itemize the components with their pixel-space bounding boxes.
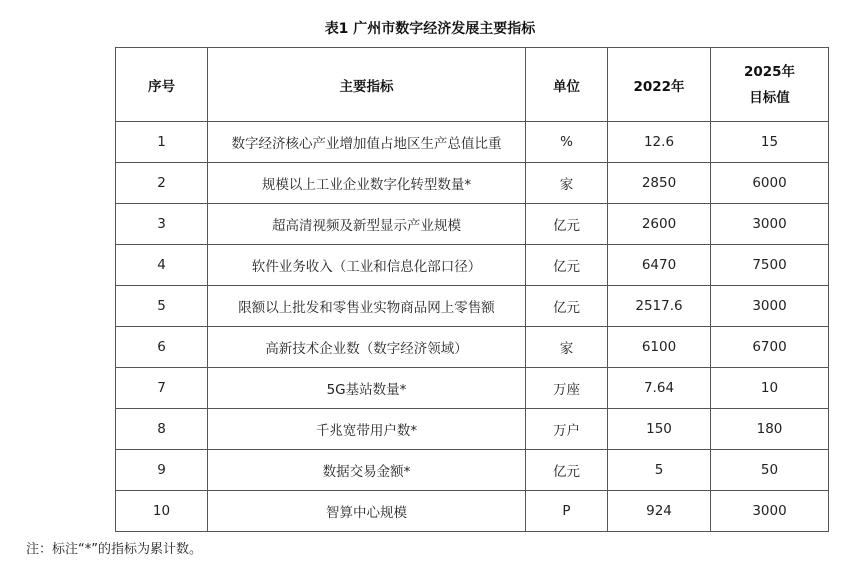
- header-2025-line1: 2025年: [743, 63, 796, 80]
- cell-2022: 924: [608, 491, 711, 532]
- cell-indicator: 超高清视频及新型显示产业规模: [208, 204, 526, 245]
- table-row: [116, 450, 829, 491]
- cell-unit: 万座: [526, 368, 608, 409]
- table-row: [116, 163, 829, 204]
- cell-2025: 3000: [711, 286, 829, 327]
- cell-seq: 4: [116, 245, 208, 286]
- cell-2022: 2600: [608, 204, 711, 245]
- table-row: [116, 204, 829, 245]
- table-row: [116, 368, 829, 409]
- table-row: [116, 491, 829, 532]
- cell-2025: 6700: [711, 327, 829, 368]
- header-seq: 序号: [116, 48, 208, 122]
- cell-2025: 7500: [711, 245, 829, 286]
- cell-indicator: 5G基站数量*: [208, 368, 526, 409]
- indicators-table: [115, 47, 829, 532]
- cell-seq: 7: [116, 368, 208, 409]
- cell-unit: P: [526, 491, 608, 532]
- cell-seq: 8: [116, 409, 208, 450]
- cell-indicator: 限额以上批发和零售业实物商品网上零售额: [208, 286, 526, 327]
- cell-2022: 6470: [608, 245, 711, 286]
- cell-2025: 50: [711, 450, 829, 491]
- cell-indicator: 数字经济核心产业增加值占地区生产总值比重: [208, 122, 526, 163]
- table-title: 表1 广州市数字经济发展主要指标: [324, 21, 536, 37]
- cell-indicator: 高新技术企业数（数字经济领域）: [208, 327, 526, 368]
- table-row: [116, 122, 829, 163]
- cell-unit: 家: [526, 163, 608, 204]
- cell-indicator: 规模以上工业企业数字化转型数量*: [208, 163, 526, 204]
- cell-2025: 10: [711, 368, 829, 409]
- cell-2022: 2850: [608, 163, 711, 204]
- cell-unit: 万户: [526, 409, 608, 450]
- cell-2025: 15: [711, 122, 829, 163]
- header-indicator: 主要指标: [208, 48, 526, 122]
- cell-seq: 6: [116, 327, 208, 368]
- cell-2022: 5: [608, 450, 711, 491]
- header-unit: 单位: [526, 48, 608, 122]
- cell-indicator: 千兆宽带用户数*: [208, 409, 526, 450]
- cell-seq: 9: [116, 450, 208, 491]
- header-2025-line2: 目标值: [749, 89, 790, 106]
- cell-2025: 180: [711, 409, 829, 450]
- cell-seq: 3: [116, 204, 208, 245]
- cell-2025: 3000: [711, 491, 829, 532]
- cell-unit: 家: [526, 327, 608, 368]
- table-row: [116, 409, 829, 450]
- cell-2025: 6000: [711, 163, 829, 204]
- cell-unit: 亿元: [526, 245, 608, 286]
- cell-seq: 5: [116, 286, 208, 327]
- cell-2022: 150: [608, 409, 711, 450]
- table-row: [116, 245, 829, 286]
- table-header-row: [116, 48, 829, 122]
- footnote: 注：标注“*”的指标为累计数。: [26, 542, 202, 557]
- header-2022: 2022年: [608, 48, 711, 122]
- header-2025-target: [711, 48, 829, 122]
- cell-unit: %: [526, 122, 608, 163]
- table-row: [116, 286, 829, 327]
- cell-2022: 7.64: [608, 368, 711, 409]
- cell-seq: 1: [116, 122, 208, 163]
- cell-indicator: 数据交易金额*: [208, 450, 526, 491]
- cell-2022: 12.6: [608, 122, 711, 163]
- table-row: [116, 327, 829, 368]
- cell-unit: 亿元: [526, 286, 608, 327]
- cell-2022: 2517.6: [608, 286, 711, 327]
- cell-unit: 亿元: [526, 450, 608, 491]
- cell-2022: 6100: [608, 327, 711, 368]
- cell-unit: 亿元: [526, 204, 608, 245]
- cell-indicator: 智算中心规模: [208, 491, 526, 532]
- cell-seq: 2: [116, 163, 208, 204]
- cell-indicator: 软件业务收入（工业和信息化部口径）: [208, 245, 526, 286]
- cell-seq: 10: [116, 491, 208, 532]
- cell-2025: 3000: [711, 204, 829, 245]
